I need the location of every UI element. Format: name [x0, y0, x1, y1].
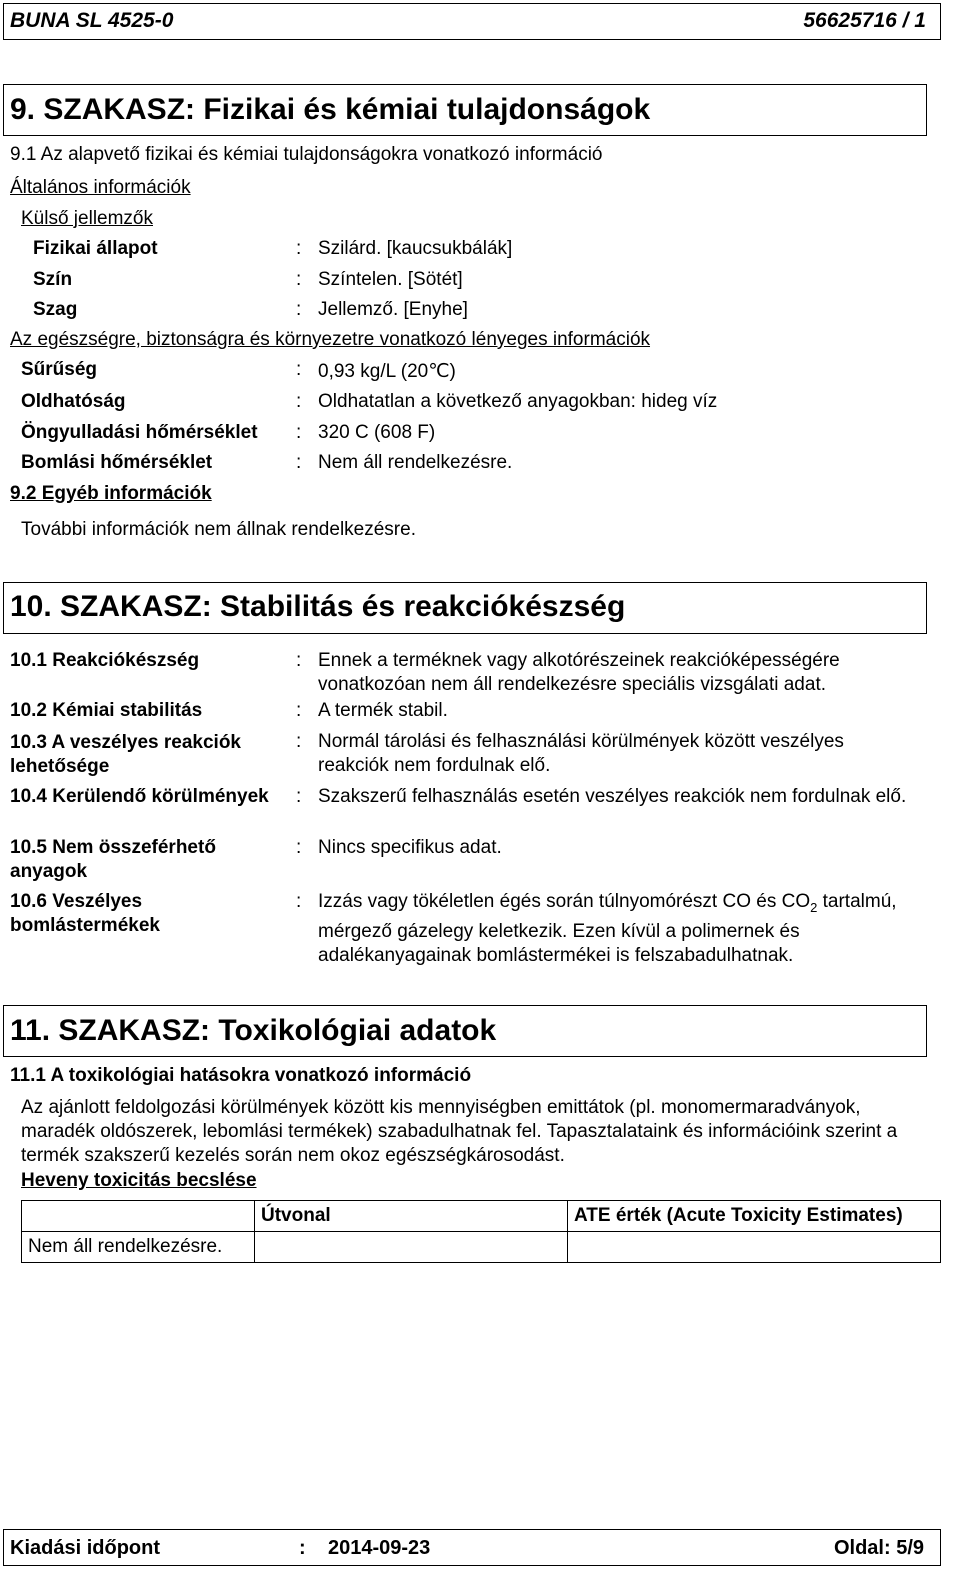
- section-11-1-heading: 11.1 A toxikológiai hatásokra vonatkozó információ: [10, 1065, 472, 1086]
- section-10-title: 10. SZAKASZ: Stabilitás és reakciókészség: [10, 590, 626, 623]
- colon: :: [296, 837, 302, 858]
- subscript-2: 2: [810, 899, 818, 915]
- color-value: Színtelen. [Sötét]: [318, 269, 463, 290]
- appearance-heading: Külső jellemzők: [21, 208, 153, 229]
- chemical-stability-label: 10.2 Kémiai stabilitás: [10, 700, 203, 721]
- page-number: Oldal: 5/9: [833, 1537, 924, 1559]
- section-9-header: [3, 84, 927, 136]
- product-name: BUNA SL 4525-0: [10, 9, 174, 32]
- color-label: Szín: [33, 269, 73, 290]
- incompatible-materials-label: 10.5 Nem összeférhető anyagok: [10, 837, 216, 882]
- colon: :: [296, 786, 302, 807]
- physical-state-value: Szilárd. [kaucsukbálák]: [318, 238, 513, 259]
- hazardous-reactions-value: Normál tárolási és felhasználási körülmények között veszélyes reakciók nem fordulnak elő.: [318, 731, 844, 776]
- colon: :: [296, 391, 302, 412]
- colon: :: [296, 650, 302, 671]
- colon: :: [296, 269, 302, 290]
- header-bar: [3, 3, 941, 40]
- table-cell-empty: [568, 1232, 941, 1263]
- colon: :: [296, 422, 302, 443]
- solubility-value: Oldhatatlan a következő anyagokban: hideg víz: [318, 391, 718, 412]
- table-row: [22, 1232, 941, 1263]
- reactivity-value: Ennek a terméknek vagy alkotórészeinek reakcióképességére vonatkozóan nem áll rendelkezésre speciális vizsgálati adat.: [318, 650, 840, 695]
- other-info-text: További információk nem állnak rendelkezésre.: [21, 519, 416, 540]
- decomposition-label: Bomlási hőmérséklet: [21, 452, 213, 473]
- route-header: Útvonal: [255, 1201, 568, 1232]
- section-9-1-heading: 9.1 Az alapvető fizikai és kémiai tulajdonságokra vonatkozó információ: [10, 144, 603, 165]
- decomposition-products-text: Izzás vagy tökéletlen égés során túlnyomórészt CO és CO: [318, 891, 811, 912]
- health-safety-heading: Az egészségre, biztonságra és környezetre vonatkozó lényeges információk: [10, 329, 651, 350]
- colon: :: [296, 700, 302, 721]
- odor-value: Jellemző. [Enyhe]: [318, 299, 468, 320]
- chemical-stability-value: A termék stabil.: [318, 700, 448, 721]
- toxicology-paragraph: Az ajánlott feldolgozási körülmények között kis mennyiségben emittátok (pl. monomermaradványok, maradék oldószerek, lebomlási termékek) szabadulhatnak fel. Tapasztalataink és információink szerint a termék szakszerű kezelés során nem okoz egészségkárosodást.: [21, 1097, 898, 1166]
- incompatible-materials-value: Nincs specifikus adat.: [318, 837, 502, 858]
- odor-label: Szag: [33, 299, 78, 320]
- issue-date-label: Kiadási időpont: [10, 1537, 160, 1559]
- decomposition-value: Nem áll rendelkezésre.: [318, 452, 513, 473]
- document-number: 56625716 / 1: [803, 9, 926, 32]
- density-label: Sűrűség: [21, 359, 98, 380]
- section-11-title: 11. SZAKASZ: Toxikológiai adatok: [10, 1014, 497, 1047]
- no-data-cell: Nem áll rendelkezésre.: [22, 1232, 255, 1263]
- colon: :: [296, 238, 302, 259]
- footer-bar: [3, 1529, 941, 1566]
- section-9-2-heading: 9.2 Egyéb információk: [10, 483, 212, 504]
- table-cell-empty: [22, 1201, 255, 1232]
- acute-toxicity-table: [21, 1200, 941, 1263]
- density-value: 0,93 kg/L (20℃): [318, 361, 456, 382]
- physical-state-label: Fizikai állapot: [33, 238, 158, 259]
- colon: :: [296, 452, 302, 473]
- solubility-label: Oldhatóság: [21, 391, 126, 412]
- colon: :: [296, 731, 302, 752]
- section-9-title: 9. SZAKASZ: Fizikai és kémiai tulajdonságok: [10, 93, 651, 126]
- colon: :: [296, 359, 302, 380]
- colon: :: [296, 299, 302, 320]
- section-10-header: [3, 582, 927, 634]
- autoignition-label: Öngyulladási hőmérséklet: [21, 422, 258, 443]
- table-header-row: [22, 1201, 941, 1232]
- issue-date-colon: :: [299, 1537, 306, 1559]
- decomposition-products-value: [318, 890, 918, 968]
- colon: :: [296, 891, 302, 912]
- acute-toxicity-heading: Heveny toxicitás becslése: [21, 1170, 257, 1191]
- decomposition-products-text-cont: tartalmú, mérgező gázelegy keletkezik. Ezen kívül a polimernek és adalékanyagainak bomlástermékei is felszabadulhatnak.: [318, 891, 897, 966]
- ate-header: ATE érték (Acute Toxicity Estimates): [568, 1201, 941, 1232]
- decomposition-products-label: 10.6 Veszélyes bomlástermékek: [10, 891, 160, 936]
- reactivity-label: 10.1 Reakciókészség: [10, 650, 200, 671]
- hazardous-reactions-label: 10.3 A veszélyes reakciók lehetősége: [10, 732, 241, 777]
- section-11-header: [3, 1005, 927, 1057]
- issue-date-value: 2014-09-23: [328, 1537, 431, 1559]
- autoignition-value: 320 C (608 F): [318, 422, 436, 443]
- conditions-to-avoid-value: Szakszerű felhasználás esetén veszélyes reakciók nem fordulnak elő.: [318, 786, 907, 807]
- general-info-heading: Általános információk: [10, 177, 191, 198]
- table-cell-empty: [255, 1232, 568, 1263]
- conditions-to-avoid-label: 10.4 Kerülendő körülmények: [10, 786, 269, 807]
